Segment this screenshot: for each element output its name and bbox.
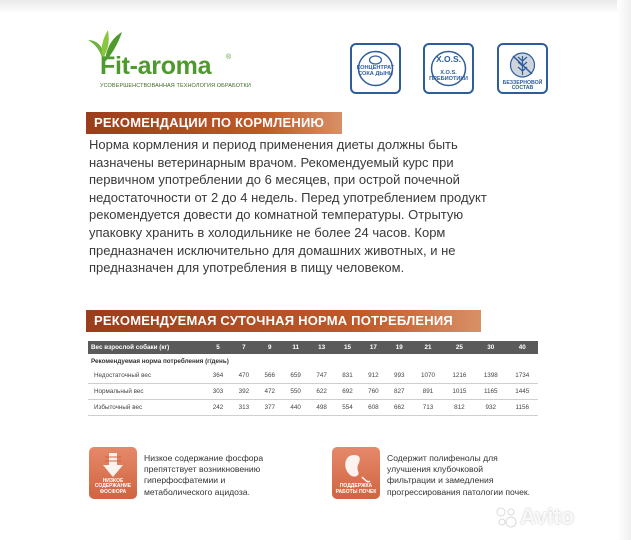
- low-phosphorus-label-3: ФОСФОРА: [99, 488, 127, 495]
- value-cell: 470: [231, 368, 257, 384]
- value-cell: 1165: [475, 384, 506, 400]
- brand-logo: [80, 30, 251, 92]
- badge-xos-title: X.O.S.: [435, 54, 462, 64]
- value-cell: 713: [412, 400, 443, 416]
- table-header-row: [88, 341, 538, 354]
- value-cell: 662: [386, 400, 412, 416]
- value-cell: 1156: [506, 400, 538, 416]
- value-cell: 550: [283, 384, 309, 400]
- value-cell: 377: [257, 400, 283, 416]
- value-cell: 760: [360, 384, 386, 400]
- weight-cell: 11: [283, 341, 309, 354]
- badge-xos-line2: ПРЕБИОТИКИ: [429, 75, 468, 82]
- weight-label: Вес взрослой собаки (кг): [88, 341, 205, 354]
- weight-cell: 7: [231, 341, 257, 354]
- brand-name: Fit-aroma: [100, 52, 212, 80]
- right-edge: [617, 0, 631, 540]
- value-cell: 692: [335, 384, 361, 400]
- low-phosphorus-text: [144, 453, 263, 498]
- value-cell: 831: [335, 368, 361, 384]
- table-row: [88, 400, 538, 416]
- low-phosphorus-label-2: СОДЕРЖАНИЕ: [94, 483, 132, 489]
- weight-cell: 40: [506, 341, 538, 354]
- brand-tagline: УСОВЕРШЕНСТВОВАННАЯ ТЕХНОЛОГИЯ ОБРАБОТКИ: [100, 83, 251, 89]
- value-cell: 472: [257, 384, 283, 400]
- low-phosphorus-badge: [89, 447, 137, 499]
- value-cell: 554: [335, 400, 361, 416]
- low-phosphorus-label-1: НИЗКОЕ: [102, 477, 124, 484]
- weight-cell: 17: [360, 341, 386, 354]
- value-cell: 242: [205, 400, 231, 416]
- kidney-support-text: [387, 453, 530, 498]
- value-cell: 622: [309, 384, 335, 400]
- value-cell: 364: [205, 368, 231, 384]
- row-label: Избыточный вес: [88, 400, 205, 416]
- value-cell: 912: [360, 368, 386, 384]
- daily-norm-heading: РЕКОМЕНДУЕМАЯ СУТОЧНАЯ НОРМА ПОТРЕБЛЕНИЯ: [86, 310, 481, 332]
- feeding-text: Норма кормления и период применения диеты должны быть назначены ветеринарным врачом. Рекомендуемый курс при первичном употреблении до 6 месяцев, при острой почечной недостаточности от 2 до 4 недель. Перед употреблением продукт рекомендуется довести до комнатной температуры. Отрытую упаковку хранить в холодильнике не более 24 часов. Корм предназначен исключительно для домашних животных, и не предназначен для употребления в пищу человеком.: [89, 137, 487, 276]
- value-cell: 891: [412, 384, 443, 400]
- avito-logo-icon: [494, 505, 518, 529]
- value-cell: 1734: [506, 368, 538, 384]
- weight-cell: 5: [205, 341, 231, 354]
- table-row: [88, 384, 538, 400]
- weight-cell: 30: [475, 341, 506, 354]
- value-cell: 313: [231, 400, 257, 416]
- feature-text-line: улучшения клубочковой: [387, 464, 484, 475]
- avito-watermark: Avito: [520, 504, 575, 529]
- table-subheading-row: [88, 354, 538, 368]
- table-row: [88, 368, 538, 384]
- feature-text-line: препятствует возникновению: [144, 464, 261, 475]
- feature-text-line: метаболического ацидоза.: [144, 486, 250, 497]
- kidney-support-label-2: РАБОТЫ ПОЧЕК: [335, 488, 377, 495]
- top-edge: [0, 0, 631, 14]
- kidney-support-badge: [332, 447, 380, 499]
- brand-registered-mark: ®: [226, 54, 232, 61]
- value-cell: 392: [231, 384, 257, 400]
- value-cell: 1216: [444, 368, 475, 384]
- table-subheading: Рекомендуемая норма потребления (г/день): [91, 357, 229, 365]
- value-cell: 993: [386, 368, 412, 384]
- weight-cell: 19: [386, 341, 412, 354]
- value-cell: 1015: [444, 384, 475, 400]
- feeding-heading: РЕКОМЕНДАЦИИ ПО КОРМЛЕНИЮ: [86, 112, 342, 134]
- weight-cell: 21: [412, 341, 443, 354]
- feature-text-line: фильтрации и замедления: [387, 475, 494, 486]
- badge-melon-line1: КОНЦЕНТРАТ: [356, 65, 395, 71]
- badge-grain-free-line2: СОСТАВ: [511, 85, 534, 92]
- value-cell: 440: [283, 400, 309, 416]
- badge-grain-free-line1: БЕЗЗЕРНОВОЙ: [502, 80, 543, 86]
- badge-melon-juice: [350, 43, 401, 94]
- value-cell: 1445: [506, 384, 538, 400]
- feature-text-line: прогрессирования патологии почек.: [387, 486, 531, 497]
- weight-cell: 25: [444, 341, 475, 354]
- feature-text-line: Содержит полифенолы для: [387, 453, 498, 463]
- value-cell: 659: [283, 368, 309, 384]
- value-cell: 566: [257, 368, 283, 384]
- badge-grain-free: [497, 43, 548, 94]
- badge-xos: [423, 43, 474, 94]
- value-cell: 303: [205, 384, 231, 400]
- value-cell: 498: [309, 400, 335, 416]
- weight-cell: 15: [335, 341, 361, 354]
- value-cell: 827: [386, 384, 412, 400]
- badge-xos-line1: X.O.S.: [440, 70, 457, 76]
- row-label: Нормальный вес: [88, 384, 205, 400]
- weight-cell: 13: [309, 341, 335, 354]
- xos-icon: [425, 45, 472, 92]
- feature-text-line: Низкое содержание фосфора: [144, 453, 264, 463]
- value-cell: 608: [360, 400, 386, 416]
- daily-norm-table: [88, 341, 538, 416]
- kidney-support-label-1: ПОДДЕРЖКА: [339, 483, 373, 489]
- value-cell: 932: [475, 400, 506, 416]
- value-cell: 1398: [475, 368, 506, 384]
- badge-melon-line2: СОКА ДЫНИ: [358, 70, 393, 77]
- value-cell: 812: [444, 400, 475, 416]
- weight-cell: 9: [257, 341, 283, 354]
- row-label: Недостаточный вес: [88, 368, 205, 384]
- value-cell: 1070: [412, 368, 443, 384]
- value-cell: 747: [309, 368, 335, 384]
- feature-text-line: гиперфосфатемии и: [144, 475, 226, 486]
